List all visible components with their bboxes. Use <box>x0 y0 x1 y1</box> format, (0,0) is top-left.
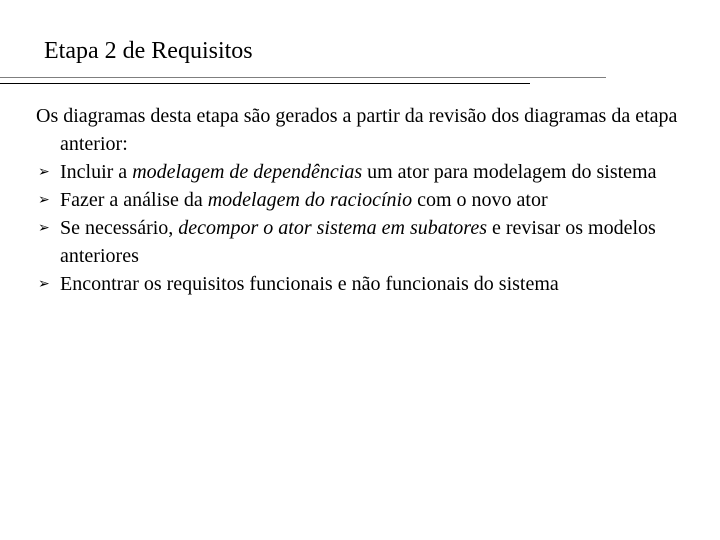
bullet-item <box>36 158 696 186</box>
slide-title: Etapa 2 de Requisitos <box>44 38 253 64</box>
arrow-bullet-icon: ➢ <box>38 192 50 208</box>
bullet-emphasis: modelagem do raciocínio <box>207 189 413 211</box>
bullet-text-tail: e revisar os modelos anteriores <box>60 217 656 267</box>
arrow-bullet-icon: ➢ <box>38 220 50 236</box>
bullet-list <box>36 158 696 298</box>
intro-paragraph: Os diagramas desta etapa são gerados a partir da revisão dos diagramas da etapa anterior: <box>36 105 678 155</box>
bullet-item <box>36 270 696 298</box>
arrow-bullet-icon: ➢ <box>38 276 50 292</box>
title-rule-long <box>0 77 606 78</box>
bullet-text-tail: um ator para modelagem do sistema <box>362 161 657 183</box>
slide-content <box>36 102 696 298</box>
bullet-text: Fazer a análise da <box>60 189 208 211</box>
title-rule-short <box>0 83 530 84</box>
bullet-item <box>36 214 696 270</box>
bullet-text: Incluir a <box>60 161 133 183</box>
bullet-text: Se necessário, <box>60 217 179 239</box>
bullet-text-tail: com o novo ator <box>412 189 548 211</box>
bullet-emphasis: decompor o ator sistema em subatores <box>178 217 487 239</box>
arrow-bullet-icon: ➢ <box>38 164 50 180</box>
bullet-emphasis: modelagem de dependências <box>132 161 363 183</box>
bullet-text: Encontrar os requisitos funcionais e não funcionais do sistema <box>60 273 559 295</box>
bullet-item <box>36 186 696 214</box>
